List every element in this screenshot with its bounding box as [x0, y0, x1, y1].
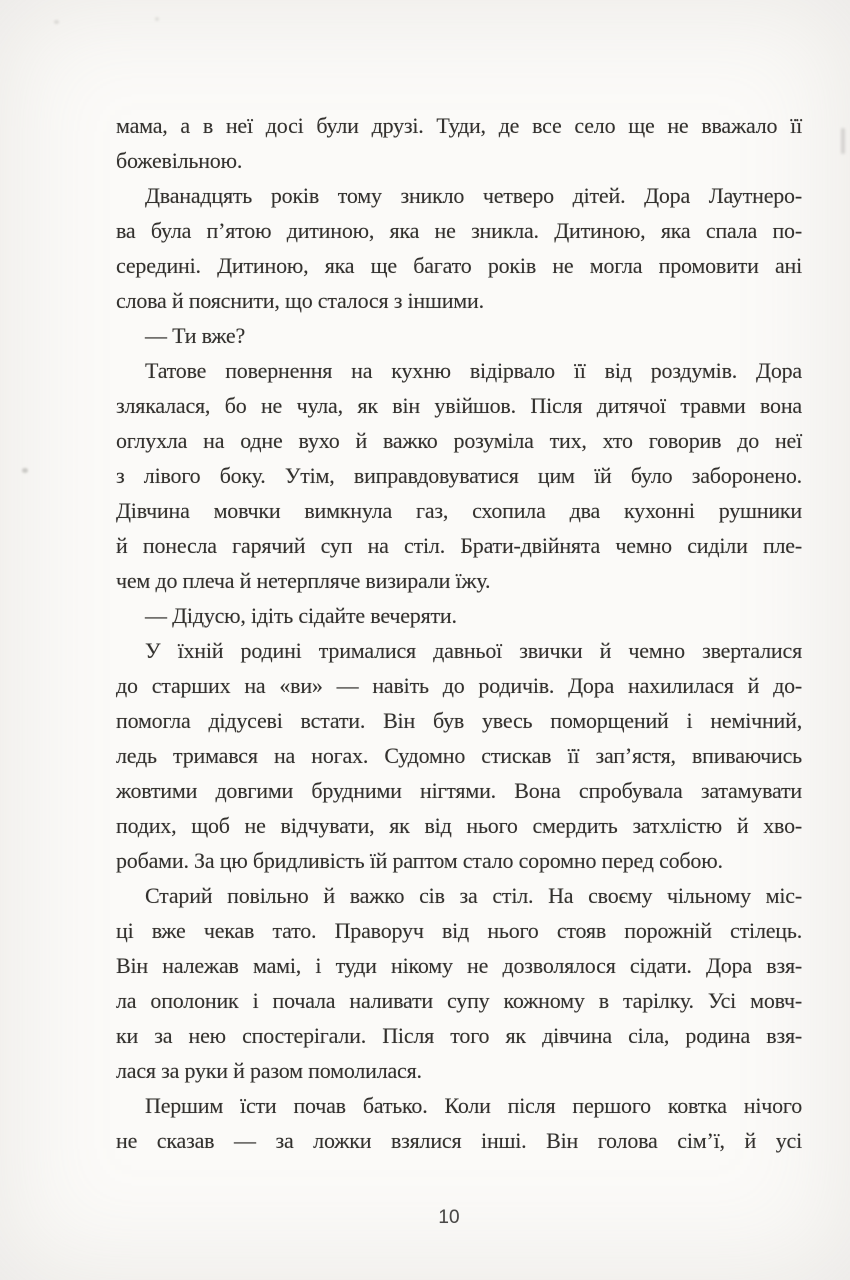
text-line: Першим їсти почав батько. Коли після першого ковтка нічого: [145, 1093, 802, 1118]
text-line: середині. Дитиною, яка ще багато років не могла промовити ані: [116, 253, 802, 278]
text-line: божевільною.: [116, 148, 243, 173]
scan-speck: [155, 17, 159, 21]
text-line: до старших на «ви» — навіть до родичів. Дора нахилилася й до-: [116, 673, 802, 698]
text-line: Він належав мамі, і туди нікому не дозволялося сідати. Дора взя-: [116, 953, 802, 978]
text-line: злякалася, бо не чула, як він увійшов. Після дитячої травми вона: [116, 393, 802, 418]
text-line: чем до плеча й нетерпляче визирали їжу.: [116, 568, 491, 593]
text-line: й понесла гарячий суп на стіл. Брати-двійнята чемно сиділи пле-: [116, 533, 802, 558]
text-line: Старий повільно й важко сів за стіл. На своєму чільному міс-: [145, 883, 802, 908]
text-line: помогла дідусеві встати. Він був увесь поморщений і немічний,: [116, 708, 802, 733]
text-line: мама, а в неї досі були друзі. Туди, де все село ще не вважало її: [116, 113, 802, 138]
text-line: ва була п’ятою дитиною, яка не зникла. Дитиною, яка спала по-: [116, 218, 802, 243]
body-text: [116, 108, 802, 1158]
text-line: Дванадцять років тому зникло четверо дітей. Дора Лаутнеро-: [145, 183, 802, 208]
text-line: ці вже чекав тато. Праворуч від нього стояв порожній стілець.: [116, 918, 802, 943]
scan-speck: [54, 20, 59, 24]
text-line: У їхній родині трималися давньої звички й чемно зверталися: [145, 638, 802, 663]
text-line: ла ополоник і почала наливати супу кожному в тарілку. Усі мовч-: [116, 988, 802, 1013]
text-line: ки за нею спостерігали. Після того як дівчина сіла, родина взя-: [116, 1023, 802, 1048]
text-line: не сказав — за ложки взялися інші. Він голова сім’ї, й усі: [116, 1128, 802, 1153]
page-number: 10: [438, 1207, 460, 1228]
text-line-dialogue: — Ти вже?: [145, 323, 246, 348]
text-line-dialogue: — Дідусю, ідіть сідайте вечеряти.: [145, 603, 457, 628]
text-line: подих, щоб не відчувати, як від нього смердить затхлістю й хво-: [116, 813, 802, 838]
text-line: з лівого боку. Утім, виправдовуватися цим їй було заборонено.: [116, 463, 802, 488]
text-line: оглухла на одне вухо й важко розуміла тих, хто говорив до неї: [116, 428, 802, 453]
text-line: жовтими довгими брудними нігтями. Вона спробувала затамувати: [116, 778, 802, 803]
text-line: Татове повернення на кухню відірвало її від роздумів. Дора: [145, 358, 802, 383]
text-line: лася за руки й разом помолилася.: [116, 1058, 422, 1083]
text-line: робами. За цю бридливість їй раптом стало соромно перед собою.: [116, 848, 723, 873]
scan-speck: [841, 128, 845, 154]
text-line: Дівчина мовчки вимкнула газ, схопила два кухонні рушники: [116, 498, 802, 523]
text-line: ледь тримався на ногах. Судомно стискав її зап’ястя, впиваючись: [116, 743, 802, 768]
scan-speck: [22, 468, 28, 473]
text-line: слова й пояснити, що сталося з іншими.: [116, 288, 484, 313]
